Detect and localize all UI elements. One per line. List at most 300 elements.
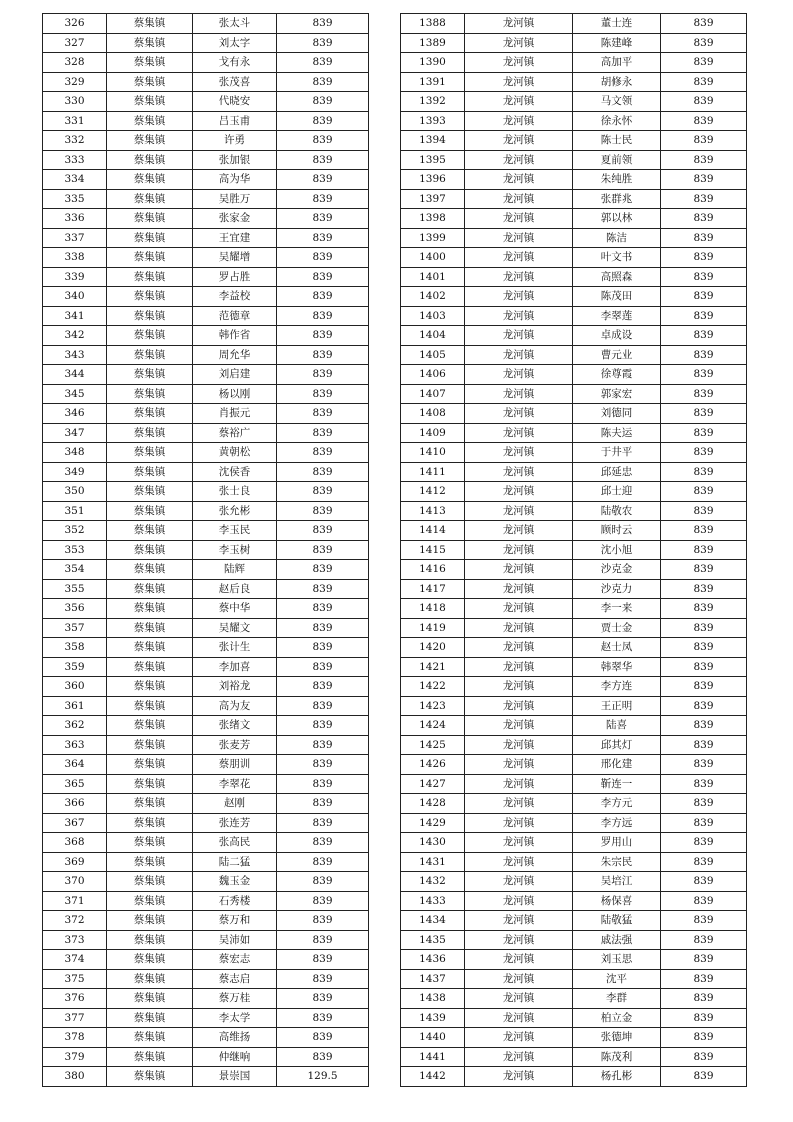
person-name: 高为友 xyxy=(193,696,277,716)
row-number: 338 xyxy=(43,248,107,268)
row-number: 1397 xyxy=(401,189,465,209)
town-name: 龙河镇 xyxy=(465,306,573,326)
person-name: 顾时云 xyxy=(573,521,661,541)
person-name: 张允彬 xyxy=(193,501,277,521)
town-name: 龙河镇 xyxy=(465,14,573,34)
amount: 839 xyxy=(661,833,747,853)
row-number: 375 xyxy=(43,969,107,989)
amount: 839 xyxy=(277,1028,369,1048)
amount: 839 xyxy=(661,384,747,404)
row-number: 372 xyxy=(43,911,107,931)
person-name: 吴胜万 xyxy=(193,189,277,209)
amount: 839 xyxy=(661,287,747,307)
town-name: 龙河镇 xyxy=(465,111,573,131)
table-row xyxy=(401,677,747,697)
person-name: 蔡万桂 xyxy=(193,989,277,1009)
amount: 839 xyxy=(661,53,747,73)
town-name: 蔡集镇 xyxy=(107,1047,193,1067)
person-name: 戚法强 xyxy=(573,930,661,950)
person-name: 仲继响 xyxy=(193,1047,277,1067)
row-number: 346 xyxy=(43,404,107,424)
amount: 839 xyxy=(661,1047,747,1067)
table-row xyxy=(43,14,369,34)
row-number: 339 xyxy=(43,267,107,287)
table-row xyxy=(43,462,369,482)
amount: 839 xyxy=(277,560,369,580)
row-number: 374 xyxy=(43,950,107,970)
row-number: 360 xyxy=(43,677,107,697)
row-number: 330 xyxy=(43,92,107,112)
table-row xyxy=(401,1008,747,1028)
row-number: 1410 xyxy=(401,443,465,463)
amount: 839 xyxy=(661,969,747,989)
table-row xyxy=(43,657,369,677)
amount: 839 xyxy=(277,482,369,502)
table-row xyxy=(43,423,369,443)
person-name: 吕玉甫 xyxy=(193,111,277,131)
row-number: 326 xyxy=(43,14,107,34)
amount: 839 xyxy=(277,735,369,755)
table-row xyxy=(43,209,369,229)
table-row xyxy=(401,111,747,131)
row-number: 1423 xyxy=(401,696,465,716)
row-number: 1416 xyxy=(401,560,465,580)
amount: 839 xyxy=(661,774,747,794)
town-name: 龙河镇 xyxy=(465,482,573,502)
table-row xyxy=(401,443,747,463)
person-name: 吴耀文 xyxy=(193,618,277,638)
town-name: 龙河镇 xyxy=(465,911,573,931)
person-name: 赵士凤 xyxy=(573,638,661,658)
person-name: 高加平 xyxy=(573,53,661,73)
person-name: 代晓安 xyxy=(193,92,277,112)
row-number: 1439 xyxy=(401,1008,465,1028)
left-table xyxy=(42,13,369,1087)
table-row xyxy=(43,501,369,521)
town-name: 龙河镇 xyxy=(465,404,573,424)
table-row xyxy=(43,92,369,112)
amount: 839 xyxy=(277,813,369,833)
person-name: 魏玉金 xyxy=(193,872,277,892)
town-name: 蔡集镇 xyxy=(107,833,193,853)
row-number: 1436 xyxy=(401,950,465,970)
table-row xyxy=(43,599,369,619)
town-name: 龙河镇 xyxy=(465,989,573,1009)
amount: 839 xyxy=(661,443,747,463)
town-name: 蔡集镇 xyxy=(107,248,193,268)
town-name: 蔡集镇 xyxy=(107,306,193,326)
amount: 839 xyxy=(661,735,747,755)
amount: 839 xyxy=(661,267,747,287)
person-name: 靳连一 xyxy=(573,774,661,794)
person-name: 黄朝松 xyxy=(193,443,277,463)
row-number: 328 xyxy=(43,53,107,73)
person-name: 蔡朋训 xyxy=(193,755,277,775)
town-name: 龙河镇 xyxy=(465,833,573,853)
table-row xyxy=(43,989,369,1009)
amount: 839 xyxy=(277,657,369,677)
row-number: 1417 xyxy=(401,579,465,599)
table-row xyxy=(401,150,747,170)
amount: 839 xyxy=(277,150,369,170)
town-name: 蔡集镇 xyxy=(107,696,193,716)
table-row xyxy=(401,774,747,794)
amount: 839 xyxy=(661,755,747,775)
table-row xyxy=(43,755,369,775)
row-number: 337 xyxy=(43,228,107,248)
row-number: 1440 xyxy=(401,1028,465,1048)
row-number: 354 xyxy=(43,560,107,580)
table-row xyxy=(401,482,747,502)
person-name: 李加喜 xyxy=(193,657,277,677)
table-row xyxy=(43,111,369,131)
amount: 839 xyxy=(661,813,747,833)
table-row xyxy=(43,579,369,599)
table-row xyxy=(43,404,369,424)
town-name: 蔡集镇 xyxy=(107,716,193,736)
table-row xyxy=(43,950,369,970)
amount: 839 xyxy=(277,131,369,151)
town-name: 龙河镇 xyxy=(465,930,573,950)
person-name: 蔡志启 xyxy=(193,969,277,989)
table-row xyxy=(401,462,747,482)
row-number: 1437 xyxy=(401,969,465,989)
table-row xyxy=(43,482,369,502)
row-number: 1427 xyxy=(401,774,465,794)
person-name: 马文领 xyxy=(573,92,661,112)
amount: 839 xyxy=(277,228,369,248)
town-name: 龙河镇 xyxy=(465,696,573,716)
person-name: 杨以刚 xyxy=(193,384,277,404)
person-name: 蔡中华 xyxy=(193,599,277,619)
person-name: 张士良 xyxy=(193,482,277,502)
town-name: 龙河镇 xyxy=(465,540,573,560)
row-number: 349 xyxy=(43,462,107,482)
person-name: 董士连 xyxy=(573,14,661,34)
table-row xyxy=(43,1028,369,1048)
town-name: 蔡集镇 xyxy=(107,735,193,755)
amount: 839 xyxy=(277,306,369,326)
row-number: 1438 xyxy=(401,989,465,1009)
table-row xyxy=(401,53,747,73)
table-row xyxy=(401,989,747,1009)
row-number: 344 xyxy=(43,365,107,385)
table-row xyxy=(43,326,369,346)
town-name: 蔡集镇 xyxy=(107,131,193,151)
person-name: 李一来 xyxy=(573,599,661,619)
person-name: 张德坤 xyxy=(573,1028,661,1048)
table-row xyxy=(43,150,369,170)
table-row xyxy=(43,384,369,404)
amount: 839 xyxy=(277,404,369,424)
table-row xyxy=(401,267,747,287)
table-row xyxy=(401,618,747,638)
row-number: 367 xyxy=(43,813,107,833)
town-name: 龙河镇 xyxy=(465,365,573,385)
row-number: 1389 xyxy=(401,33,465,53)
town-name: 龙河镇 xyxy=(465,969,573,989)
amount: 839 xyxy=(661,852,747,872)
amount: 839 xyxy=(277,384,369,404)
town-name: 蔡集镇 xyxy=(107,813,193,833)
table-row xyxy=(43,696,369,716)
town-name: 龙河镇 xyxy=(465,813,573,833)
town-name: 蔡集镇 xyxy=(107,404,193,424)
amount: 839 xyxy=(661,560,747,580)
person-name: 周允华 xyxy=(193,345,277,365)
town-name: 龙河镇 xyxy=(465,443,573,463)
amount: 839 xyxy=(277,618,369,638)
person-name: 于井平 xyxy=(573,443,661,463)
amount: 839 xyxy=(277,287,369,307)
person-name: 李益校 xyxy=(193,287,277,307)
town-name: 龙河镇 xyxy=(465,735,573,755)
town-name: 蔡集镇 xyxy=(107,150,193,170)
amount: 839 xyxy=(661,482,747,502)
person-name: 张高民 xyxy=(193,833,277,853)
town-name: 蔡集镇 xyxy=(107,1008,193,1028)
row-number: 365 xyxy=(43,774,107,794)
town-name: 蔡集镇 xyxy=(107,638,193,658)
row-number: 1418 xyxy=(401,599,465,619)
table-row xyxy=(401,404,747,424)
amount: 839 xyxy=(277,579,369,599)
town-name: 龙河镇 xyxy=(465,189,573,209)
town-name: 蔡集镇 xyxy=(107,111,193,131)
person-name: 蔡宏志 xyxy=(193,950,277,970)
town-name: 蔡集镇 xyxy=(107,677,193,697)
person-name: 贾士金 xyxy=(573,618,661,638)
row-number: 329 xyxy=(43,72,107,92)
person-name: 杨孔彬 xyxy=(573,1067,661,1087)
town-name: 蔡集镇 xyxy=(107,423,193,443)
amount: 839 xyxy=(277,14,369,34)
person-name: 邢化建 xyxy=(573,755,661,775)
person-name: 赵刚 xyxy=(193,794,277,814)
row-number: 1433 xyxy=(401,891,465,911)
person-name: 李翠花 xyxy=(193,774,277,794)
person-name: 高照森 xyxy=(573,267,661,287)
row-number: 357 xyxy=(43,618,107,638)
table-row xyxy=(43,72,369,92)
table-row xyxy=(43,131,369,151)
town-name: 蔡集镇 xyxy=(107,384,193,404)
row-number: 336 xyxy=(43,209,107,229)
town-name: 龙河镇 xyxy=(465,150,573,170)
row-number: 1431 xyxy=(401,852,465,872)
amount: 839 xyxy=(661,72,747,92)
person-name: 郭以林 xyxy=(573,209,661,229)
person-name: 李群 xyxy=(573,989,661,1009)
town-name: 蔡集镇 xyxy=(107,462,193,482)
table-row xyxy=(401,696,747,716)
row-number: 1398 xyxy=(401,209,465,229)
amount: 839 xyxy=(277,911,369,931)
amount: 839 xyxy=(661,423,747,443)
table-row xyxy=(401,638,747,658)
amount: 839 xyxy=(661,365,747,385)
table-row xyxy=(401,930,747,950)
row-number: 1441 xyxy=(401,1047,465,1067)
town-name: 蔡集镇 xyxy=(107,930,193,950)
person-name: 王宜建 xyxy=(193,228,277,248)
table-row xyxy=(43,774,369,794)
person-name: 陆辉 xyxy=(193,560,277,580)
person-name: 石秀楼 xyxy=(193,891,277,911)
row-number: 345 xyxy=(43,384,107,404)
row-number: 341 xyxy=(43,306,107,326)
right-table xyxy=(400,13,747,1087)
row-number: 1412 xyxy=(401,482,465,502)
row-number: 1400 xyxy=(401,248,465,268)
person-name: 柏立金 xyxy=(573,1008,661,1028)
town-name: 蔡集镇 xyxy=(107,287,193,307)
row-number: 340 xyxy=(43,287,107,307)
table-row xyxy=(401,579,747,599)
table-row xyxy=(401,872,747,892)
town-name: 蔡集镇 xyxy=(107,579,193,599)
row-number: 1430 xyxy=(401,833,465,853)
table-row xyxy=(43,1047,369,1067)
person-name: 邱其灯 xyxy=(573,735,661,755)
table-row xyxy=(43,345,369,365)
town-name: 蔡集镇 xyxy=(107,969,193,989)
table-row xyxy=(401,599,747,619)
town-name: 龙河镇 xyxy=(465,579,573,599)
amount: 839 xyxy=(277,872,369,892)
table-row xyxy=(401,228,747,248)
person-name: 陆二猛 xyxy=(193,852,277,872)
amount: 839 xyxy=(661,326,747,346)
town-name: 蔡集镇 xyxy=(107,911,193,931)
town-name: 龙河镇 xyxy=(465,599,573,619)
amount: 839 xyxy=(661,872,747,892)
town-name: 龙河镇 xyxy=(465,384,573,404)
row-number: 356 xyxy=(43,599,107,619)
amount: 839 xyxy=(661,677,747,697)
row-number: 358 xyxy=(43,638,107,658)
row-number: 1429 xyxy=(401,813,465,833)
row-number: 342 xyxy=(43,326,107,346)
row-number: 1407 xyxy=(401,384,465,404)
town-name: 龙河镇 xyxy=(465,53,573,73)
amount: 839 xyxy=(277,833,369,853)
town-name: 龙河镇 xyxy=(465,326,573,346)
amount: 839 xyxy=(661,228,747,248)
person-name: 陈洁 xyxy=(573,228,661,248)
row-number: 361 xyxy=(43,696,107,716)
amount: 839 xyxy=(277,774,369,794)
town-name: 龙河镇 xyxy=(465,92,573,112)
table-row xyxy=(43,365,369,385)
person-name: 张连芳 xyxy=(193,813,277,833)
amount: 839 xyxy=(277,53,369,73)
amount: 839 xyxy=(661,462,747,482)
table-row xyxy=(401,326,747,346)
row-number: 1424 xyxy=(401,716,465,736)
town-name: 蔡集镇 xyxy=(107,755,193,775)
town-name: 龙河镇 xyxy=(465,716,573,736)
row-number: 366 xyxy=(43,794,107,814)
table-row xyxy=(43,189,369,209)
amount: 839 xyxy=(661,248,747,268)
town-name: 蔡集镇 xyxy=(107,345,193,365)
row-number: 373 xyxy=(43,930,107,950)
person-name: 胡修永 xyxy=(573,72,661,92)
table-row xyxy=(43,560,369,580)
town-name: 龙河镇 xyxy=(465,852,573,872)
person-name: 邱延忠 xyxy=(573,462,661,482)
amount: 839 xyxy=(277,462,369,482)
town-name: 龙河镇 xyxy=(465,501,573,521)
table-row xyxy=(401,657,747,677)
town-name: 蔡集镇 xyxy=(107,443,193,463)
town-name: 蔡集镇 xyxy=(107,72,193,92)
town-name: 龙河镇 xyxy=(465,1008,573,1028)
table-row xyxy=(43,228,369,248)
person-name: 沈小旭 xyxy=(573,540,661,560)
person-name: 刘玉思 xyxy=(573,950,661,970)
row-number: 353 xyxy=(43,540,107,560)
town-name: 龙河镇 xyxy=(465,638,573,658)
row-number: 377 xyxy=(43,1008,107,1028)
table-row xyxy=(43,891,369,911)
row-number: 380 xyxy=(43,1067,107,1087)
row-number: 1411 xyxy=(401,462,465,482)
row-number: 379 xyxy=(43,1047,107,1067)
row-number: 1404 xyxy=(401,326,465,346)
town-name: 龙河镇 xyxy=(465,423,573,443)
town-name: 龙河镇 xyxy=(465,33,573,53)
table-row xyxy=(401,1067,747,1087)
table-row xyxy=(401,891,747,911)
town-name: 蔡集镇 xyxy=(107,950,193,970)
table-row xyxy=(401,189,747,209)
row-number: 352 xyxy=(43,521,107,541)
person-name: 戈有永 xyxy=(193,53,277,73)
amount: 839 xyxy=(277,989,369,1009)
town-name: 龙河镇 xyxy=(465,618,573,638)
town-name: 蔡集镇 xyxy=(107,891,193,911)
table-row xyxy=(43,443,369,463)
table-row xyxy=(43,872,369,892)
row-number: 1442 xyxy=(401,1067,465,1087)
table-row xyxy=(401,131,747,151)
table-row xyxy=(43,521,369,541)
person-name: 徐尊霞 xyxy=(573,365,661,385)
amount: 839 xyxy=(661,306,747,326)
town-name: 龙河镇 xyxy=(465,287,573,307)
row-number: 359 xyxy=(43,657,107,677)
amount: 839 xyxy=(277,189,369,209)
amount: 129.5 xyxy=(277,1067,369,1087)
amount: 839 xyxy=(277,852,369,872)
person-name: 景崇国 xyxy=(193,1067,277,1087)
amount: 839 xyxy=(277,345,369,365)
person-name: 张计生 xyxy=(193,638,277,658)
person-name: 吴耀增 xyxy=(193,248,277,268)
town-name: 龙河镇 xyxy=(465,950,573,970)
row-number: 1415 xyxy=(401,540,465,560)
person-name: 韩作省 xyxy=(193,326,277,346)
person-name: 陈建峰 xyxy=(573,33,661,53)
town-name: 龙河镇 xyxy=(465,794,573,814)
amount: 839 xyxy=(661,150,747,170)
table-row xyxy=(401,911,747,931)
town-name: 蔡集镇 xyxy=(107,657,193,677)
person-name: 李方远 xyxy=(573,813,661,833)
row-number: 331 xyxy=(43,111,107,131)
